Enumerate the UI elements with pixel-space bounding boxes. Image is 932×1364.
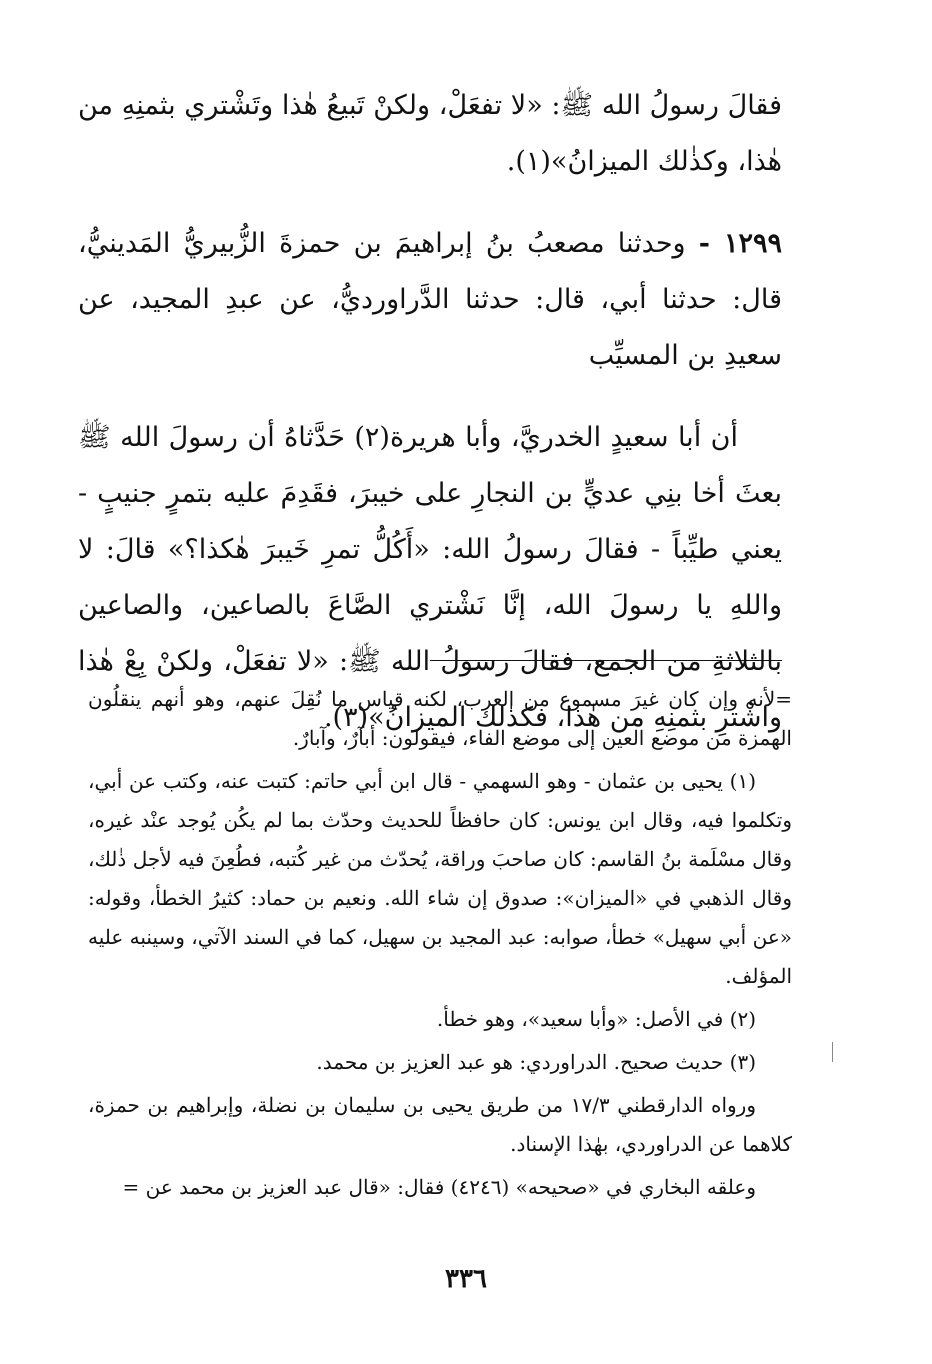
footnote-divider [430,660,782,661]
hadith-chain: وحدثنا مصعبُ بنُ إبراهيمَ بن حمزةَ الزُّبيريُّ المَدينيُّ، قال: حدثنا أبي، قال: حدثنا الدَّراورديُّ، عن عبدِ المجيد، عن سعيدِ بن المسيِّب [78,228,782,371]
hadith-1299 [78,216,782,384]
footnote-3-narration: ورواه الدارقطني ١٧/٣ من طريق يحيى بن سليمان بن نضلة، وإبراهيم بن حمزة، كلاهما عن الدراوردي، بهٰذا الإسناد. [88,1093,792,1156]
footnote-continuation: =لأنه وإن كان غيرَ مسموع من العرب، لكنه قياس ما نُقِلَ عنهم، وهو أنهم ينقلُون الهمزة من موضع العين إلى موضع الفاء، فيقولون: أبآرٌ، وآبارٌ. [88,687,792,750]
hadith-number: ١٢٩٩ - [698,228,782,259]
footnotes [88,680,792,1211]
page-number: ٣٣٦ [445,1264,487,1294]
main-paragraph-3: أن أبا سعيدٍ الخدريَّ، وأبا هريرة(٢) حَدَّثاهُ أن رسولَ الله ﷺ بعثَ أخا بنِي عديٍّ بن النجارِ على خيبرَ، فقَدِمَ عليه بتمرٍ جنيبٍ - يعني طيِّباً - فقالَ رسولُ الله: «أَكُلُّ تمرِ خَيبرَ هٰكذا؟» قالَ: لا واللهِ يا رسولَ الله، إنَّا نَشْتري الصَّاعَ بالصاعين، والصاعين بالثلاثةِ من الجمع، فقالَ رسولُ الله ﷺ: «لا تفعَلْ، ولكنْ بِعْ هٰذا واشْترِ بثمنِهِ من هٰذا، فكذٰلك الميزانُ»(٣). [78,422,782,733]
main-text [78,78,782,772]
footnote-3: (٣) حديث صحيح. الدراوردي: هو عبد العزيز بن محمد. [316,1050,756,1074]
main-paragraph-1: فقالَ رسولُ الله ﷺ: «لا تفعَلْ، ولكنْ تَبيعُ هٰذا وتَشْتري بثمنِهِ من هٰذا، وكذٰلك الميزانُ»(١). [78,90,782,177]
footnote-1: (١) يحيى بن عثمان - وهو السهمي - قال ابن أبي حاتم: كتبت عنه، وكتب عن أبي، وتكلموا فيه، وقال ابن يونس: كان حافظاً للحديث وحدّث بما لم يكُن يُوجد عنْد غيره، وقال مسْلَمة بنُ القاسم: كان صاحبَ وراقة، يُحدّث من غير كُتبه، فطُعِنَ فيه لأجل ذٰلك، وقال الذهبي في «الميزان»: صدوق إن شاء الله. ونعيم بن حماد: كثيرُ الخطأ، وقوله: «عن أبي سهيل» خطأ، صوابه: عبد المجيد بن سهيل، كما في السند الآتي، وسينبه عليه المؤلف. [88,769,792,988]
margin-mark [832,1042,833,1062]
footnote-3-bukhari: وعلقه البخاري في «صحيحه» (٤٢٤٦) فقال: «قال عبد العزيز بن محمد عن = [122,1175,756,1199]
footnote-2: (٢) في الأصل: «وأبا سعيد»، وهو خطأ. [436,1007,756,1031]
